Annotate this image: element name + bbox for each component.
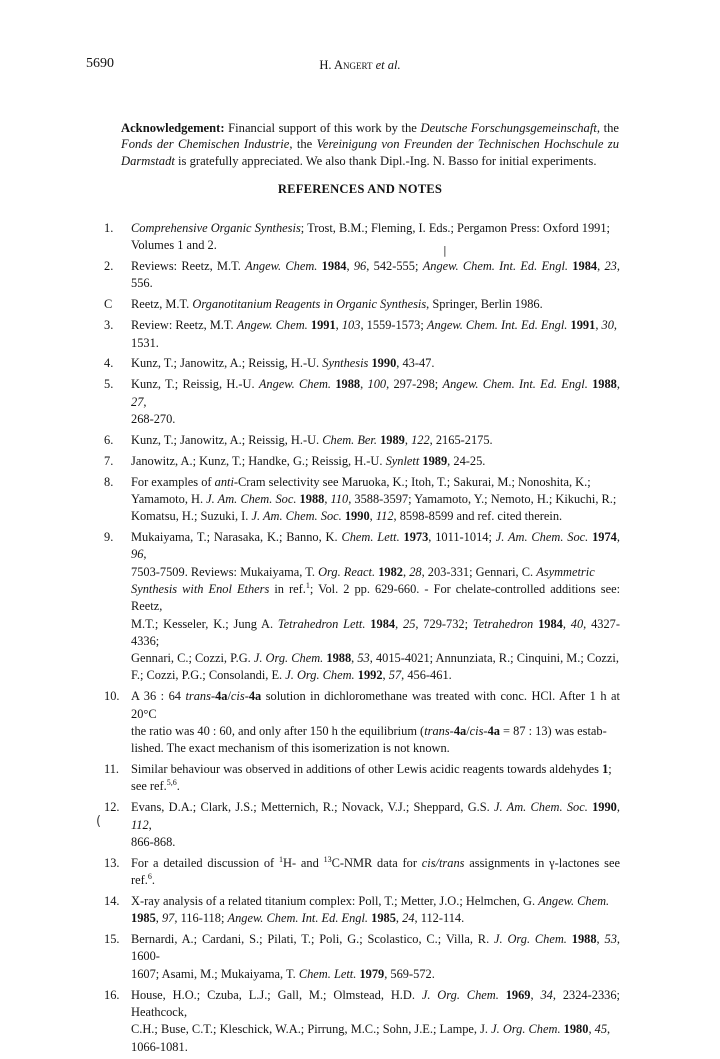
reference-item	[104, 474, 620, 526]
reference-number: 6.	[104, 432, 114, 447]
reference-item	[104, 855, 620, 890]
reference-line	[131, 778, 620, 795]
citation-italic: J. Am. Chem. Soc.	[251, 509, 342, 524]
citation-text: , Springer, Berlin 1986.	[426, 297, 543, 312]
citation-text: Kunz, T.; Janowitz, A.; Reissig, H.-U.	[131, 356, 323, 371]
citation-text: in ref.	[269, 581, 306, 596]
citation-text: ,	[562, 616, 571, 631]
reference-line	[131, 491, 620, 508]
citation-text: 7503-7509. Reviews: Mukaiyama, T.	[131, 564, 319, 579]
reference-item	[104, 893, 620, 928]
reference-item	[104, 220, 620, 255]
reference-line	[131, 529, 620, 564]
citation-italic: 103	[341, 318, 361, 333]
citation-year: 1982	[378, 564, 403, 579]
citation-year: 1991	[570, 318, 596, 333]
reference-line	[131, 258, 620, 293]
citation-text: , 2324-2336; Heathcock,	[131, 987, 620, 1019]
citation-text: C-NMR data for	[331, 855, 422, 870]
citation-italic: 112	[131, 817, 149, 832]
reference-item	[104, 688, 620, 757]
citation-italic: 97	[161, 911, 175, 926]
citation-text: 6	[147, 871, 152, 881]
citation-italic: J. Org. Chem.	[491, 1022, 561, 1037]
reference-number: 16.	[104, 987, 120, 1002]
citation-text: ,	[360, 377, 368, 392]
reference-number: 1.	[104, 221, 114, 235]
citation-text: , 1559-1573;	[360, 318, 427, 333]
reference-text	[131, 296, 620, 313]
citation-text: ;	[608, 762, 612, 777]
citation-italic: 53	[357, 651, 370, 666]
citation-text: ,	[616, 800, 620, 815]
citation-text: ; Vol. 2 pp. 629-660. - For chelate-controlled additions see: Reetz,	[131, 581, 621, 614]
citation-text: -Cram selectivity see Maruoka, K.; Itoh, T.; Sakurai, M.; Nonoshita, K.;	[233, 474, 591, 489]
citation-italic: Angew. Chem.	[236, 318, 308, 333]
reference-line	[131, 411, 620, 428]
citation-year: 1984	[370, 616, 396, 631]
citation-text: , 203-331; Gennari, C.	[421, 564, 537, 579]
citation-text: Similar behaviour was observed in additions of other Lewis acidic reagents towards aldehydes	[131, 762, 603, 777]
reference-item	[104, 317, 620, 352]
citation-text: Kunz, T.; Reissig, H.-U.	[131, 377, 259, 392]
reference-number: 8.	[104, 474, 114, 489]
citation-italic: 57	[388, 668, 402, 683]
reference-line	[131, 220, 620, 237]
citation-italic: anti	[214, 474, 234, 489]
citation-text: /	[227, 689, 231, 704]
citation-text: solution in dichloromethane was treated with conc. HCl. After 1 h at 20°C	[131, 689, 620, 721]
citation-italic: Chem. Lett.	[341, 530, 400, 545]
citation-italic: 27	[131, 394, 144, 409]
reference-line	[131, 740, 620, 757]
citation-text: , 556.	[131, 259, 620, 291]
citation-text: , 729-732;	[415, 616, 473, 631]
acknowledgement-label: Acknowledgement:	[121, 121, 225, 135]
reference-item	[104, 432, 620, 449]
citation-italic: 24	[402, 911, 415, 926]
reference-text	[131, 258, 620, 293]
citation-italic: Comprehensive Organic Synthesis	[131, 221, 301, 235]
citation-text: the ratio was 40 : 60, and only after 150 h the equilibrium (	[131, 723, 425, 738]
reference-text	[131, 799, 620, 851]
citation-text: Evans, D.A.; Clark, J.S.; Metternich, R.; Novack, V.J.; Sheppard, G.S.	[131, 800, 495, 815]
reference-number: 9.	[104, 530, 114, 545]
reference-line	[131, 650, 620, 667]
reference-text	[131, 529, 620, 685]
citation-italic: 30	[601, 318, 614, 333]
reference-line	[131, 1039, 620, 1056]
reference-text	[131, 317, 620, 352]
reference-line	[131, 564, 620, 581]
citation-text: , 112-114.	[414, 911, 465, 926]
citation-text: ,	[613, 318, 618, 333]
citation-italic: Asymmetric	[536, 564, 595, 579]
citation-italic: trans	[424, 723, 450, 738]
reference-line	[131, 616, 620, 651]
references-heading: REFERENCES AND NOTES	[277, 182, 443, 196]
citation-italic: Angew. Chem. Int. Ed. Engl.	[426, 318, 568, 333]
reference-line	[131, 581, 620, 616]
citation-italic: 28	[409, 564, 422, 579]
reference-text	[131, 688, 620, 757]
citation-italic: J. Am. Chem. Soc.	[495, 530, 589, 545]
citation-italic: Synthesis with Enol Ethers	[131, 581, 270, 596]
citation-text: , 569-572.	[384, 966, 435, 981]
reference-line	[131, 508, 620, 525]
reference-text	[131, 355, 620, 372]
citation-italic: J. Org. Chem.	[285, 668, 355, 683]
citation-text: , 297-298;	[386, 377, 443, 392]
running-head	[0, 58, 720, 73]
citation-text: X-ray analysis of a related titanium complex: Poll, T.; Metter, J.O.; Helmchen, G.	[131, 894, 539, 908]
citation-text: 268-270.	[131, 411, 176, 426]
citation-italic: cis/trans	[421, 855, 465, 870]
citation-text: ,	[588, 1022, 595, 1037]
reference-line	[131, 474, 620, 491]
reference-line	[131, 376, 620, 411]
reference-line	[131, 335, 620, 352]
acknowledgement-organization: Fonds der Chemischen Industrie	[121, 137, 290, 152]
citation-text: For examples of	[131, 474, 215, 489]
citation-text: , 24-25.	[447, 453, 486, 468]
citation-text: ,	[395, 616, 403, 631]
citation-italic: 40	[570, 616, 584, 631]
citation-italic: 96	[131, 547, 144, 562]
acknowledgement-paragraph	[121, 120, 619, 169]
citation-italic: cis	[469, 723, 484, 738]
citation-text: ,	[382, 668, 389, 683]
citation-text: Mukaiyama, T.; Narasaka, K.; Banno, K.	[131, 530, 342, 545]
citation-year: 1969	[505, 987, 531, 1002]
citation-year: 1984	[538, 616, 563, 631]
citation-text: A 36 : 64	[131, 689, 186, 704]
citation-text: -	[449, 723, 454, 738]
reference-line	[131, 931, 620, 966]
citation-text: ,	[143, 547, 147, 562]
reference-item	[104, 258, 620, 293]
citation-italic: Angew. Chem. Int. Ed. Engl.	[422, 259, 568, 274]
citation-text: 1	[279, 854, 283, 864]
citation-text: ,	[597, 259, 605, 274]
citation-year: 4a	[487, 723, 500, 738]
citation-text: H- and	[283, 855, 324, 870]
citation-text: For a detailed discussion of	[131, 855, 279, 870]
reference-item	[104, 355, 620, 372]
acknowledgement-text: is gratefully appreciated. We also thank Dipl.-Ing. N. Basso for initial experiments.	[174, 153, 597, 168]
citation-year: 4a	[453, 723, 467, 738]
citation-italic: 25	[403, 616, 416, 631]
citation-text: Yamamoto, H.	[131, 491, 207, 506]
citation-italic: 53	[604, 932, 617, 947]
citation-text: 1066-1081.	[131, 1039, 188, 1054]
reference-text	[131, 761, 620, 796]
citation-year: 1988	[592, 377, 617, 392]
citation-year: 1988	[326, 651, 352, 666]
reference-line	[131, 432, 620, 449]
reference-line	[131, 355, 620, 372]
citation-text: , 8598-8599 and ref. cited therein.	[393, 509, 563, 524]
reference-line	[131, 893, 620, 910]
citation-text: ,	[369, 509, 376, 524]
citation-italic: J. Am. Chem. Soc.	[206, 491, 297, 506]
citation-text: Gennari, C.; Cozzi, P.G.	[131, 651, 254, 666]
citation-italic: Synlett	[385, 453, 420, 468]
citation-italic: Organotitanium Reagents in Organic Synthesis	[192, 297, 427, 312]
citation-text: ,	[143, 394, 147, 409]
citation-text: 13	[323, 854, 332, 864]
reference-line	[131, 723, 620, 740]
reference-number: 4.	[104, 356, 114, 371]
reference-number: 3.	[104, 318, 114, 333]
citation-year: 1992	[357, 668, 383, 683]
citation-text: ,	[596, 932, 605, 947]
citation-year: 1989	[422, 453, 448, 468]
citation-text: Janowitz, A.; Kunz, T.; Handke, G.; Reissig, H.-U.	[131, 453, 386, 468]
citation-text: lished. The exact mechanism of this isomerization is not known.	[131, 741, 450, 756]
page-header	[0, 56, 720, 76]
citation-italic: Chem. Ber.	[322, 432, 377, 447]
reference-line	[131, 910, 620, 927]
reference-number: 2.	[104, 259, 114, 274]
citation-italic: 110	[330, 491, 349, 506]
acknowledgement-text: Financial support of this work by the	[224, 121, 421, 135]
citation-text: Reetz, M.T.	[131, 297, 193, 312]
citation-text: -	[210, 689, 216, 704]
reference-text	[131, 220, 620, 255]
citation-text: 5,6	[166, 778, 177, 788]
reference-item	[104, 453, 620, 470]
citation-text: ; Trost, B.M.; Fleming, I. Eds.; Pergamon Press: Oxford 1991;	[300, 221, 610, 235]
citation-italic: 100	[367, 377, 387, 392]
reference-number: 14.	[104, 894, 120, 908]
page-number: 5690	[86, 56, 114, 71]
citation-text: ,	[148, 817, 152, 832]
citation-text: C.H.; Buse, C.T.; Kleschick, W.A.; Pirrung, M.C.; Sohn, J.E.; Lampe, J.	[131, 1022, 492, 1037]
acknowledgement-text: , the	[289, 137, 317, 152]
citation-text: ,	[607, 1022, 611, 1037]
citation-italic: 122	[411, 432, 430, 447]
reference-item	[104, 799, 620, 851]
reference-text	[131, 432, 620, 449]
citation-text: ,	[155, 911, 162, 926]
reference-line	[131, 834, 620, 851]
citation-text: .	[151, 873, 155, 888]
citation-text: /	[466, 723, 470, 738]
citation-text: -	[244, 689, 249, 704]
reference-text	[131, 453, 620, 470]
reference-item	[104, 296, 620, 313]
citation-text: Volumes 1 and 2.	[131, 238, 217, 253]
citation-text: Kunz, T.; Janowitz, A.; Reissig, H.-U.	[131, 432, 323, 447]
reference-item	[104, 987, 620, 1056]
reference-number: 15.	[104, 932, 120, 947]
running-head-etal: et al.	[375, 58, 401, 72]
reference-item	[104, 761, 620, 796]
citation-year: 1991	[310, 318, 336, 333]
citation-text: Bernardi, A.; Cardani, S.; Pilati, T.; Poli, G.; Scolastico, C.; Villa, R.	[131, 932, 495, 947]
citation-year: 1990	[344, 509, 370, 524]
reference-item	[104, 376, 620, 428]
citation-text: , 1011-1014;	[428, 530, 496, 545]
citation-year: 1985	[131, 911, 156, 926]
reference-line	[131, 237, 620, 254]
acknowledgement-organization: Deutsche Forschungsgemeinschaft	[420, 121, 597, 135]
citation-italic: J. Org. Chem.	[253, 651, 324, 666]
citation-text: Review: Reetz, M.T.	[131, 318, 237, 333]
citation-italic: Angew. Chem.	[258, 377, 332, 392]
reference-line	[131, 855, 620, 890]
reference-text	[131, 855, 620, 890]
reference-line	[131, 317, 620, 334]
citation-year: 1984	[572, 259, 598, 274]
handwritten-margin-mark: (	[96, 814, 102, 829]
handwritten-margin-mark: |	[443, 244, 447, 257]
citation-italic: Angew. Chem.	[245, 259, 318, 274]
citation-italic: trans	[185, 689, 211, 704]
citation-text: Reviews: Reetz, M.T.	[131, 259, 246, 274]
reference-list	[104, 220, 620, 1059]
reference-number: 12.	[104, 800, 120, 815]
reference-number: C	[104, 297, 113, 312]
citation-italic: Chem. Lett.	[298, 966, 357, 981]
citation-italic: 23	[604, 259, 617, 274]
reference-number: 11.	[104, 762, 120, 777]
citation-year: 1988	[571, 932, 597, 947]
citation-year: 4a	[215, 689, 228, 704]
citation-year: 1980	[563, 1022, 589, 1037]
citation-text: assignments in γ-lactones see ref.	[131, 855, 620, 888]
citation-text: , 456-461.	[401, 668, 452, 683]
citation-year: 1990	[592, 800, 617, 815]
citation-text: , 1600-	[131, 932, 620, 964]
citation-italic: Org. React.	[318, 564, 376, 579]
citation-text: ,	[335, 318, 342, 333]
citation-year: 1989	[380, 432, 405, 447]
citation-italic: Angew. Chem. Int. Ed. Engl.	[442, 377, 588, 392]
citation-italic: Angew. Chem. Int. Ed. Engl.	[227, 911, 369, 926]
citation-text: ,	[595, 318, 602, 333]
citation-year: 1988	[299, 491, 325, 506]
citation-text: .	[176, 779, 180, 794]
citation-year: 1973	[403, 530, 429, 545]
reference-line	[131, 799, 620, 834]
citation-italic: J. Org. Chem.	[421, 987, 499, 1002]
reference-text	[131, 474, 620, 526]
reference-line	[131, 966, 620, 983]
citation-year: 1988	[335, 377, 361, 392]
citation-year: 1	[602, 762, 609, 777]
reference-line	[131, 296, 620, 313]
citation-text: , 4327-4336;	[131, 616, 620, 648]
citation-italic: 45	[594, 1022, 608, 1037]
reference-line	[131, 761, 620, 778]
citation-text: , 116-118;	[174, 911, 228, 926]
acknowledgement-organization: Vereinigung von Freunden der Technischen Hochschule zu Darmstadt	[121, 137, 619, 168]
citation-text: Komatsu, H.; Suzuki, I.	[131, 509, 252, 524]
citation-text: ,	[530, 987, 541, 1002]
citation-italic: 112	[375, 509, 394, 524]
citation-text: , 4015-4021; Annunziata, R.; Cinquini, M.; Cozzi,	[369, 651, 619, 666]
citation-year: 1990	[371, 356, 397, 371]
citation-text: House, H.O.; Czuba, L.J.; Gall, M.; Olmstead, H.D.	[131, 987, 422, 1002]
citation-text: 1	[305, 580, 310, 590]
reference-line	[131, 688, 620, 723]
citation-text	[499, 988, 506, 1002]
citation-text: ,	[395, 911, 403, 926]
citation-text: ,	[403, 564, 410, 579]
citation-italic: Tetrahedron Lett.	[277, 616, 366, 631]
citation-italic: J. Am. Chem. Soc.	[494, 800, 588, 815]
citation-text: ,	[346, 259, 354, 274]
citation-text: ,	[616, 530, 620, 545]
citation-italic: Tetrahedron	[472, 616, 534, 631]
reference-number: 13.	[104, 855, 120, 870]
citation-text: see ref.	[131, 779, 167, 794]
reference-line	[131, 453, 620, 470]
citation-italic: cis	[230, 689, 245, 704]
citation-text: 1531.	[131, 335, 159, 350]
reference-text	[131, 893, 620, 928]
citation-text: -	[483, 723, 488, 738]
reference-item	[104, 931, 620, 983]
citation-year: 1984	[321, 259, 347, 274]
citation-italic: Synthesis	[322, 356, 369, 371]
citation-italic: 96	[353, 259, 367, 274]
citation-text: , 43-47.	[396, 356, 435, 371]
citation-text: , 3588-3597; Yamamoto, Y.; Nemoto, H.; Kikuchi, R.;	[348, 491, 617, 506]
reference-line	[131, 1021, 620, 1038]
citation-year: 4a	[248, 689, 262, 704]
citation-year: 1979	[359, 966, 385, 981]
citation-text: ,	[616, 377, 620, 392]
reference-text	[131, 987, 620, 1056]
citation-text: = 87 : 13) was estab-	[499, 723, 607, 738]
citation-text: , 2165-2175.	[429, 432, 493, 447]
reference-number: 5.	[104, 377, 114, 392]
citation-text: M.T.; Kesseler, K.; Jung A.	[131, 616, 278, 631]
citation-year: 1985	[371, 911, 396, 926]
reference-number: 10.	[104, 689, 120, 704]
citation-text: ,	[324, 491, 331, 506]
reference-line	[131, 667, 620, 684]
citation-italic: Angew. Chem.	[538, 894, 610, 908]
citation-text: 866-868.	[131, 834, 176, 849]
citation-text: 1607; Asami, M.; Mukaiyama, T.	[131, 966, 299, 981]
citation-italic: 34	[540, 987, 553, 1002]
reference-text	[131, 376, 620, 428]
citation-year: 1974	[592, 530, 617, 545]
citation-text: F.; Cozzi, P.G.; Consolandi, E.	[131, 668, 286, 683]
running-head-author: H. Angert	[319, 58, 373, 72]
citation-italic: J. Org. Chem.	[494, 932, 567, 947]
citation-text: ,	[404, 432, 412, 447]
acknowledgement-text: , the	[596, 121, 619, 135]
reference-text	[131, 931, 620, 983]
reference-line	[131, 987, 620, 1022]
citation-text: ,	[351, 651, 358, 666]
reference-number: 7.	[104, 453, 114, 468]
citation-text: , 542-555;	[366, 259, 423, 274]
reference-item	[104, 529, 620, 685]
